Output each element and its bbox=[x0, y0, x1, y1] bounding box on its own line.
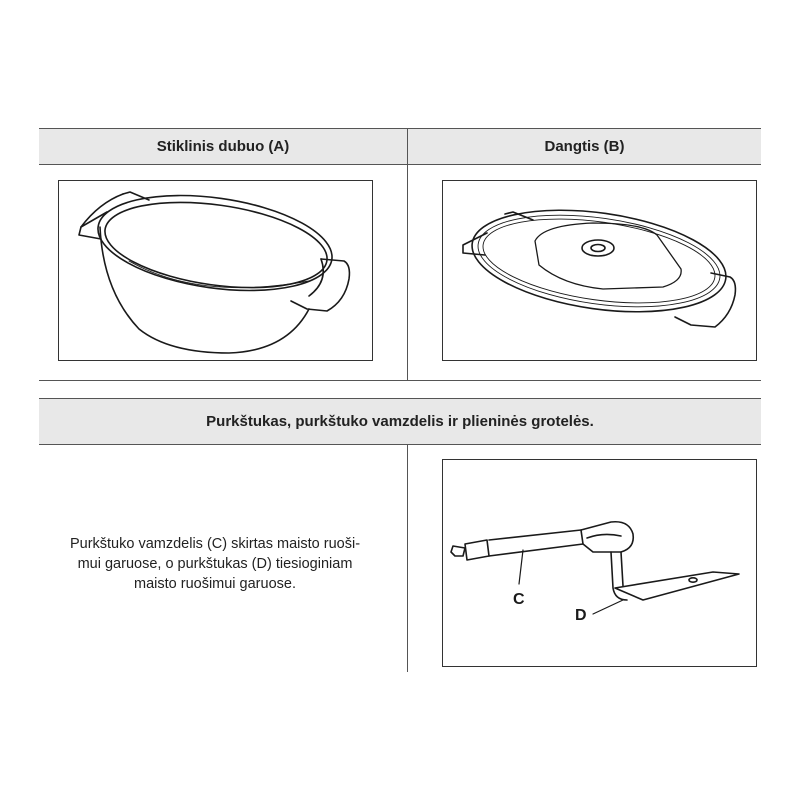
header-glass-bowl-label: Stiklinis dubuo (A) bbox=[156, 138, 290, 155]
description-line-1: Purkštuko vamzdelis (C) skirtas maisto ruoši- bbox=[69, 536, 361, 552]
label-c: C bbox=[513, 591, 525, 608]
nozzle-tube-icon bbox=[443, 460, 758, 668]
section1-bottom-border bbox=[39, 380, 761, 381]
header-nozzle-label: Purkštukas, purkštuko vamzdelis ir plieninės grotelės. bbox=[206, 413, 594, 430]
label-d: D bbox=[575, 607, 587, 624]
glass-bowl-icon bbox=[59, 181, 374, 362]
glass-bowl-frame bbox=[58, 180, 373, 361]
section2-header-bottom-border bbox=[39, 444, 761, 445]
header-nozzle bbox=[39, 399, 761, 444]
description-line-2: mui garuose, o purkštukas (D) tiesioginiam bbox=[77, 556, 353, 572]
header-glass-bowl bbox=[39, 129, 407, 164]
lid-icon bbox=[443, 181, 758, 362]
nozzle-frame bbox=[442, 459, 757, 667]
header-lid bbox=[408, 129, 761, 164]
section1-divider bbox=[407, 128, 408, 380]
lid-frame bbox=[442, 180, 757, 361]
section2-divider bbox=[407, 444, 408, 672]
description-line-3: maisto ruošimui garuose. bbox=[134, 576, 296, 592]
header-bottom-border bbox=[39, 164, 761, 165]
header-lid-label: Dangtis (B) bbox=[544, 138, 625, 155]
nozzle-description bbox=[40, 534, 390, 594]
